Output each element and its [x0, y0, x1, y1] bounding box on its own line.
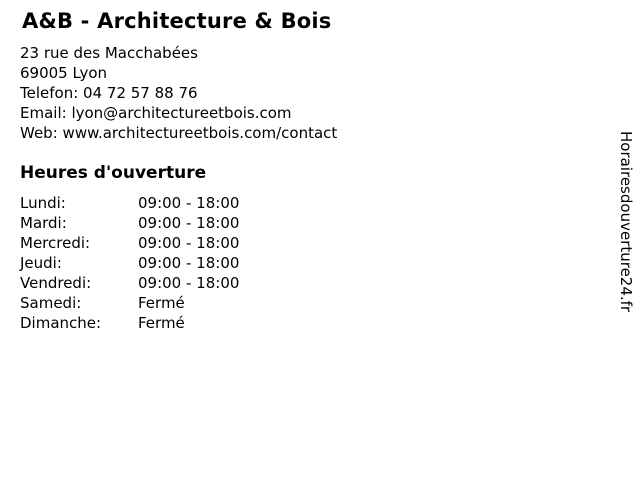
- opening-hours-row-wednesday: [20, 233, 640, 253]
- email-value: lyon@architectureetbois.com: [71, 104, 292, 122]
- day-label: Dimanche:: [20, 314, 102, 332]
- contact-info: [20, 43, 640, 143]
- email-label: Email:: [20, 104, 67, 122]
- phone-value: 04 72 57 88 76: [83, 84, 198, 102]
- day-label: Jeudi:: [20, 254, 62, 272]
- time-value: 09:00 - 18:00: [138, 194, 240, 212]
- opening-hours-heading: Heures d'ouverture: [20, 163, 207, 183]
- day-label: Lundi:: [20, 194, 66, 212]
- day-label: Mercredi:: [20, 234, 91, 252]
- address-city: 69005 Lyon: [20, 64, 108, 82]
- opening-hours-row-friday: [20, 273, 640, 293]
- web-value: www.architectureetbois.com/contact: [62, 124, 338, 142]
- time-value: Fermé: [138, 294, 185, 312]
- web-label: Web:: [20, 124, 58, 142]
- address-street: 23 rue des Macchabées: [20, 44, 198, 62]
- day-label: Vendredi:: [20, 274, 92, 292]
- time-value: 09:00 - 18:00: [138, 214, 240, 232]
- opening-hours-row-sunday: [20, 313, 640, 333]
- opening-hours-row-saturday: [20, 293, 640, 313]
- time-value: Fermé: [138, 314, 185, 332]
- phone-label: Telefon:: [20, 84, 79, 102]
- opening-hours-row-tuesday: [20, 213, 640, 233]
- day-label: Samedi:: [20, 294, 82, 312]
- business-name-title: A&B - Architecture & Bois: [22, 9, 332, 33]
- time-value: 09:00 - 18:00: [138, 254, 240, 272]
- opening-hours-table: [20, 193, 640, 333]
- web-line: [20, 123, 640, 143]
- email-line: [20, 103, 640, 123]
- opening-hours-row-thursday: [20, 253, 640, 273]
- time-value: 09:00 - 18:00: [138, 274, 240, 292]
- phone-line: [20, 83, 640, 103]
- time-value: 09:00 - 18:00: [138, 234, 240, 252]
- opening-hours-row-monday: [20, 193, 640, 213]
- day-label: Mardi:: [20, 214, 67, 232]
- watermark-vertical-text: Horairesdouverture24.fr: [617, 131, 635, 313]
